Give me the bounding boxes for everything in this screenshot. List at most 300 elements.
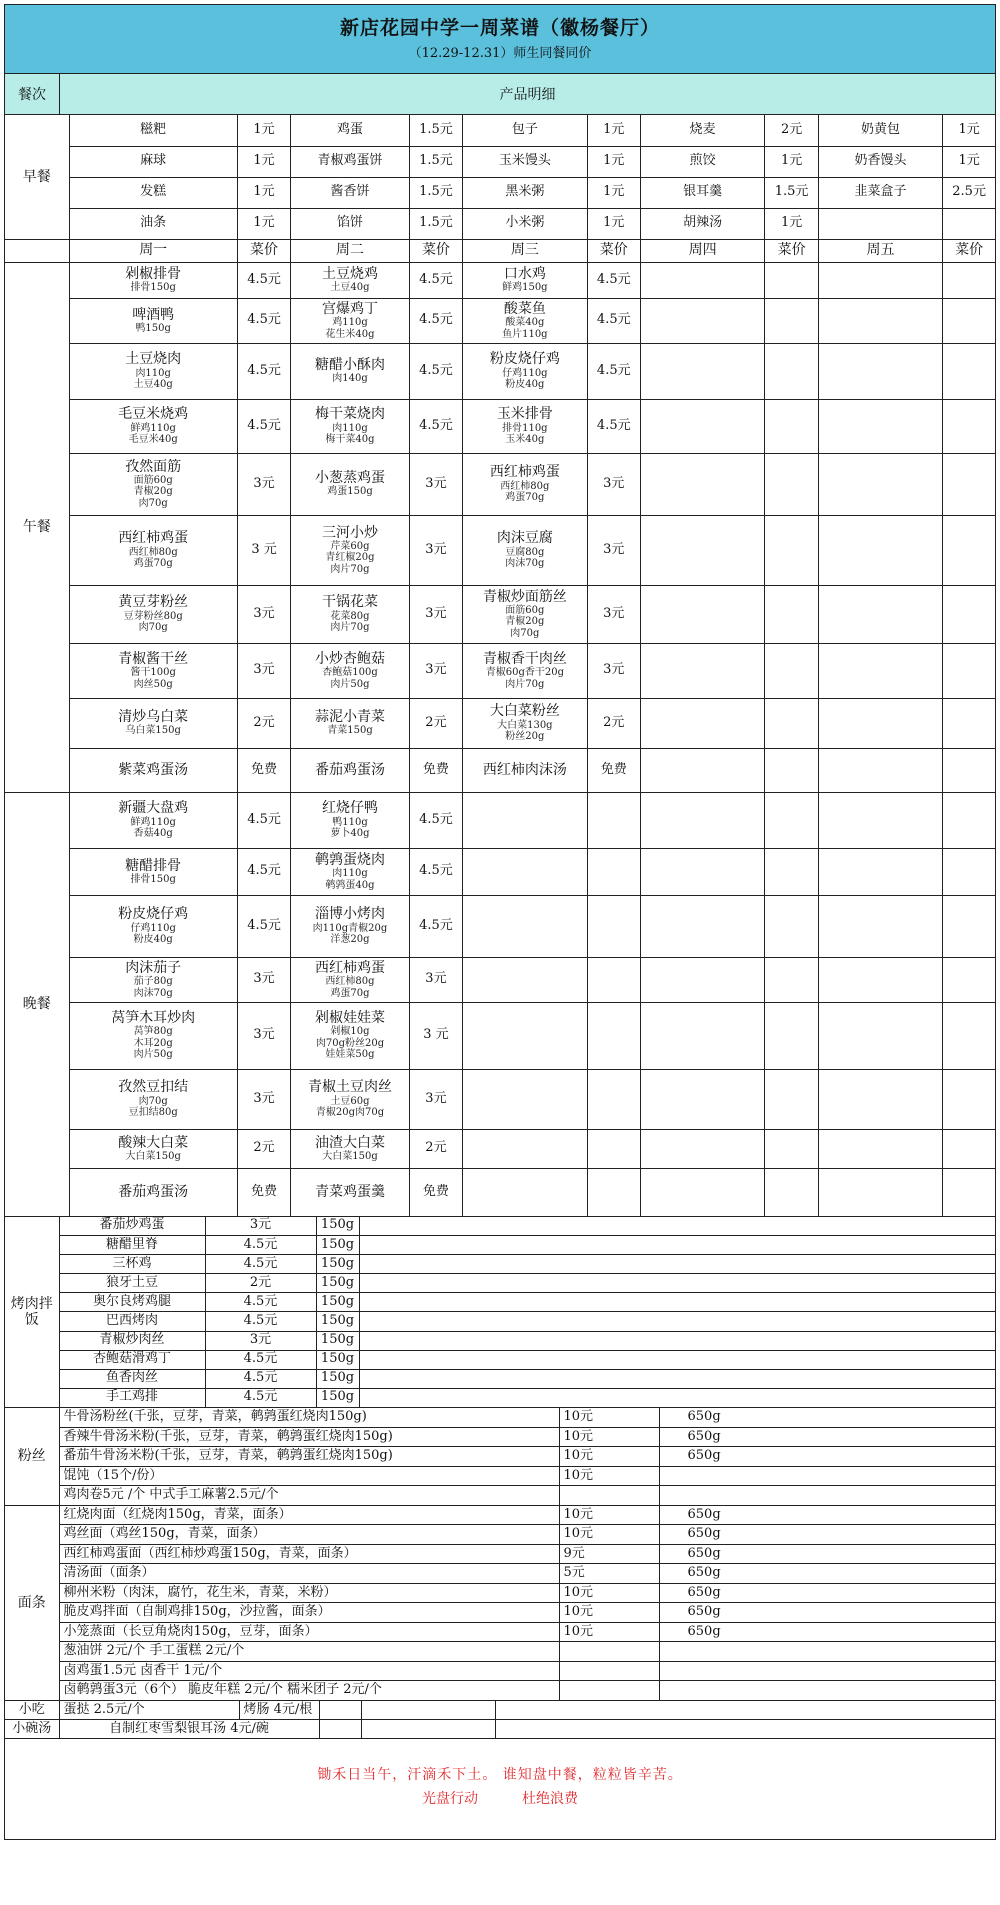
dish-name: 番茄鸡蛋汤 [118, 1183, 189, 1200]
noodle-price: 10元 [559, 1447, 659, 1467]
dish-price: 3元 [237, 1069, 290, 1129]
dish-price: 4.5元 [409, 262, 462, 298]
dish-price: 3元 [237, 453, 290, 515]
dish-cell [291, 453, 410, 515]
dish-ingredient: 莴笋80g [133, 1026, 173, 1038]
dish-name: 三河小炒 [321, 524, 378, 541]
dish-price: 4.5元 [237, 262, 290, 298]
noodle-weight: 650g [659, 1505, 995, 1525]
dish-ingredient: 肉140g [332, 373, 368, 385]
dish-ingredient: 肉片50g [330, 678, 370, 690]
dish-name: 西红柿鸡蛋 [314, 959, 385, 976]
noodle-dish: 卤鸡蛋1.5元 卤香干 1元/个 [59, 1661, 559, 1681]
noodle-price: 5元 [559, 1564, 659, 1584]
rice-price: 4.5元 [205, 1388, 316, 1407]
breakfast-item-name: 酱香饼 [291, 177, 410, 208]
slogan-poem: 锄禾日当午，汗滴禾下土。 谁知盘中餐，粒粒皆辛苦。 [317, 1767, 683, 1784]
lunch-row [5, 748, 995, 792]
dish-ingredient: 酸菜40g [505, 317, 545, 329]
breakfast-item-name: 馅饼 [291, 208, 410, 239]
dish-cell [291, 262, 410, 298]
dish-ingredient: 萝卜40g [330, 828, 370, 840]
dish-price: 4.5元 [409, 343, 462, 399]
dish-ingredient: 西红柿80g [325, 976, 375, 988]
dish-price: 免费 [587, 748, 640, 792]
dinner-row [5, 848, 995, 895]
dish-price: 4.5元 [409, 399, 462, 453]
dish-price: 3元 [587, 515, 640, 585]
dish-ingredient: 乌白菜150g [125, 725, 181, 737]
week-header-cell: 周一 [69, 240, 237, 263]
dish-cell [291, 848, 410, 895]
breakfast-row [5, 208, 995, 239]
dish-ingredient: 鸡蛋70g [133, 558, 173, 570]
dish-ingredient: 肉沫70g [133, 987, 173, 999]
dish-ingredient: 豆腐80g [505, 546, 545, 558]
dish-ingredient: 青椒20g肉70g [315, 1107, 385, 1119]
rice-dish: 青椒炒肉丝 [59, 1331, 205, 1350]
dish-ingredient: 香菇40g [133, 828, 173, 840]
dish-ingredient: 鸡110g [332, 317, 368, 329]
dish-cell [69, 399, 237, 453]
dish-ingredient: 豆扣结80g [128, 1107, 178, 1119]
breakfast-item-price: 1元 [587, 115, 640, 146]
dish-price: 3 元 [237, 515, 290, 585]
dish-cell [69, 1002, 237, 1069]
noodles_rice-row [5, 1466, 995, 1486]
dish-ingredient: 鸡蛋70g [505, 492, 545, 504]
dinner-row [5, 1129, 995, 1168]
rice-price: 4.5元 [205, 1236, 316, 1255]
lunch-row [5, 515, 995, 585]
noodle-price [559, 1486, 659, 1506]
rice-weight: 150g [316, 1331, 359, 1350]
noodle-price [559, 1681, 659, 1701]
dish-price: 4.5元 [409, 848, 462, 895]
dish-ingredient: 鲜鸡150g [502, 282, 548, 294]
dish-cell [291, 515, 410, 585]
noodles-label: 面条 [5, 1505, 59, 1700]
dish-cell [463, 343, 587, 399]
breakfast-item-name: 玉米馒头 [463, 146, 587, 177]
dinner-row [5, 1168, 995, 1216]
dish-cell [69, 453, 237, 515]
dish-ingredient: 面筋60g [505, 604, 545, 616]
dinner-row [5, 1069, 995, 1129]
noodle-dish: 卤鹌鹑蛋3元（6个） 脆皮年糕 2元/个 糯米团子 2元/个 [59, 1681, 559, 1701]
week-header-cell: 菜价 [943, 240, 995, 263]
noodle-price: 10元 [559, 1427, 659, 1447]
dish-ingredient: 粉丝20g [505, 731, 545, 743]
breakfast-item-name: 煎饺 [640, 146, 764, 177]
noodle-price: 10元 [559, 1505, 659, 1525]
dish-cell [291, 1129, 410, 1168]
noodles-row [5, 1661, 995, 1681]
dish-cell [69, 1069, 237, 1129]
dish-ingredient: 西红柿80g [500, 480, 550, 492]
dish-ingredient: 肉片70g [330, 563, 370, 575]
dish-ingredient: 土豆40g [330, 282, 370, 294]
breakfast-item-price: 1元 [765, 208, 818, 239]
breakfast-item-name: 银耳羹 [640, 177, 764, 208]
breakfast-item-name: 包子 [463, 115, 587, 146]
rice-dish: 番茄炒鸡蛋 [59, 1217, 205, 1236]
dish-name: 剁椒排骨 [125, 266, 182, 283]
dish-ingredient: 青红椒20g [325, 552, 375, 564]
breakfast-item-price: 1元 [587, 208, 640, 239]
dish-name: 毛豆米烧鸡 [118, 406, 189, 423]
dish-cell [463, 748, 587, 792]
dish-name: 黄豆芽粉丝 [118, 594, 189, 611]
week-header-cell: 周二 [291, 240, 410, 263]
lunch-row [5, 453, 995, 515]
dish-price: 3元 [409, 957, 462, 1002]
rice-price: 4.5元 [205, 1293, 316, 1312]
dish-ingredient: 肉70g粉丝20g [315, 1037, 385, 1049]
dish-ingredient: 肉70g [138, 497, 168, 509]
rice-dish: 巴西烤肉 [59, 1312, 205, 1331]
dish-ingredient: 鸭150g [135, 322, 171, 334]
breakfast-item-price: 1元 [943, 115, 995, 146]
dish-price: 3元 [409, 515, 462, 585]
dish-price: 4.5元 [587, 298, 640, 343]
dish-price: 4.5元 [237, 848, 290, 895]
dish-ingredient: 肉70g [138, 1095, 168, 1107]
breakfast-item-name: 韭菜盒子 [818, 177, 942, 208]
noodles_rice-row [5, 1486, 995, 1506]
breakfast-item-name: 糍粑 [69, 115, 237, 146]
dish-name: 红烧仔鸭 [321, 800, 378, 817]
dish-ingredient: 肉70g [510, 627, 540, 639]
rice-dish: 奥尔良烤鸡腿 [59, 1293, 205, 1312]
noodle-price: 9元 [559, 1544, 659, 1564]
dish-name: 青椒酱干丝 [118, 650, 189, 667]
dish-ingredient: 肉110g [332, 868, 368, 880]
rice-row [5, 1274, 995, 1293]
dish-name: 青菜鸡蛋羹 [314, 1183, 385, 1200]
dish-name: 糖醋排骨 [125, 857, 182, 874]
dish-name: 孜然面筋 [125, 458, 182, 475]
noodle-weight: 650g [659, 1622, 995, 1642]
breakfast-item-price: 1元 [587, 177, 640, 208]
rice-weight: 150g [316, 1236, 359, 1255]
noodle-weight: 650g [659, 1583, 995, 1603]
breakfast-item-name: 油条 [69, 208, 237, 239]
soup-row [5, 1720, 995, 1739]
dish-cell [291, 343, 410, 399]
rice-weight: 150g [316, 1312, 359, 1331]
noodle-weight [659, 1486, 995, 1506]
dinner-row [5, 792, 995, 848]
dish-price: 2元 [587, 698, 640, 748]
dish-cell [463, 515, 587, 585]
noodles-row [5, 1583, 995, 1603]
noodle-price [559, 1642, 659, 1662]
dish-cell [291, 1168, 410, 1216]
noodle-price: 10元 [559, 1525, 659, 1545]
noodle-price: 10元 [559, 1622, 659, 1642]
dish-ingredient: 剁椒10g [330, 1026, 370, 1038]
dish-name: 小炒杏鲍菇 [314, 650, 385, 667]
dish-name: 新疆大盘鸡 [118, 800, 189, 817]
dish-ingredient: 豆芽粉丝80g [123, 610, 183, 622]
breakfast-item-name: 黑米粥 [463, 177, 587, 208]
dish-ingredient: 毛豆米40g [128, 434, 178, 446]
dish-name: 玉米排骨 [496, 406, 553, 423]
rice-price: 2元 [205, 1274, 316, 1293]
dish-price: 3元 [587, 643, 640, 698]
noodle-weight: 650g [659, 1525, 995, 1545]
week-header-cell: 菜价 [237, 240, 290, 263]
snack-item: 烤肠 4元/根 [239, 1701, 319, 1720]
dish-ingredient: 排骨150g [130, 282, 176, 294]
dish-ingredient: 玉米40g [505, 434, 545, 446]
dish-name: 西红柿肉沫汤 [482, 761, 567, 778]
rice-row [5, 1350, 995, 1369]
dish-ingredient: 鹌鹑蛋40g [325, 879, 375, 891]
breakfast-item-price: 1元 [237, 115, 290, 146]
lunch-label: 午餐 [5, 262, 69, 792]
rice-price: 4.5元 [205, 1255, 316, 1274]
breakfast-item-name [818, 208, 942, 239]
dish-cell [69, 748, 237, 792]
dish-name: 西红柿鸡蛋 [489, 464, 560, 481]
dish-price: 3元 [587, 585, 640, 643]
dish-price: 2元 [237, 1129, 290, 1168]
breakfast-item-price: 2元 [765, 115, 818, 146]
lunch-row [5, 399, 995, 453]
breakfast-table [5, 115, 995, 240]
dish-ingredient: 花生米40g [325, 328, 375, 340]
dish-ingredient: 鱼片110g [502, 328, 548, 340]
noodle-dish: 柳州米粉（肉沫，腐竹，花生米，青菜，米粉） [59, 1583, 559, 1603]
dish-ingredient: 娃娃菜50g [325, 1049, 375, 1061]
dish-name: 酸辣大白菜 [118, 1134, 189, 1151]
dish-cell [69, 262, 237, 298]
week-header-row [5, 240, 995, 263]
dish-cell [69, 792, 237, 848]
rice-dish: 三杯鸡 [59, 1255, 205, 1274]
week-header-cell: 周三 [463, 240, 587, 263]
noodle-tables [5, 1408, 995, 1701]
dish-ingredient: 木耳20g [133, 1037, 173, 1049]
lunch-row [5, 298, 995, 343]
breakfast-row [5, 177, 995, 208]
dish-name: 宫爆鸡丁 [321, 300, 378, 317]
noodles_rice-row [5, 1447, 995, 1467]
noodle-dish: 清汤面（面条） [59, 1564, 559, 1584]
dish-ingredient: 西红柿80g [128, 546, 178, 558]
dish-name: 蒜泥小青菜 [314, 709, 385, 726]
rice-weight: 150g [316, 1274, 359, 1293]
dish-cell [69, 643, 237, 698]
dish-price: 3元 [587, 453, 640, 515]
dish-ingredient: 鸡蛋150g [327, 486, 373, 498]
dish-price: 免费 [237, 748, 290, 792]
breakfast-item-name: 青椒鸡蛋饼 [291, 146, 410, 177]
dish-ingredient: 肉片70g [330, 622, 370, 634]
dish-cell [463, 453, 587, 515]
dish-price: 4.5元 [237, 792, 290, 848]
dish-ingredient: 仔鸡110g [130, 922, 176, 934]
dish-ingredient: 青椒20g [505, 616, 545, 628]
rice-weight: 150g [316, 1255, 359, 1274]
noodle-weight [659, 1661, 995, 1681]
column-header-row [5, 74, 995, 115]
dish-cell [291, 748, 410, 792]
noodle-dish: 牛骨汤粉丝(千张，豆芽，青菜，鹌鹑蛋红烧肉150g) [59, 1408, 559, 1428]
breakfast-row [5, 115, 995, 146]
dish-ingredient: 肉110g青椒20g [312, 922, 388, 934]
dish-cell [69, 698, 237, 748]
noodle-price: 10元 [559, 1603, 659, 1623]
dish-ingredient: 粉皮40g [505, 379, 545, 391]
dish-name: 青椒土豆肉丝 [307, 1079, 392, 1096]
noodle-price [559, 1661, 659, 1681]
noodle-dish: 香辣牛骨汤米粉(千张，豆芽，青菜，鹌鹑蛋红烧肉150g) [59, 1427, 559, 1447]
noodle-weight [659, 1642, 995, 1662]
breakfast-item-name: 奶香馒头 [818, 146, 942, 177]
dish-cell [291, 957, 410, 1002]
rice-price: 3元 [205, 1217, 316, 1236]
dish-cell [69, 343, 237, 399]
noodle-dish: 鸡丝面（鸡丝150g，青菜，面条） [59, 1525, 559, 1545]
week-header-cell: 菜价 [587, 240, 640, 263]
dish-price: 4.5元 [237, 399, 290, 453]
week-menu-table [5, 240, 995, 1217]
noodle-weight [659, 1681, 995, 1701]
dish-ingredient: 梅干菜40g [325, 434, 375, 446]
dish-ingredient: 酱干100g [130, 667, 176, 679]
breakfast-item-price: 1.5元 [409, 177, 462, 208]
dish-cell [291, 1002, 410, 1069]
dish-price: 3元 [409, 453, 462, 515]
rice-row [5, 1293, 995, 1312]
dish-ingredient: 土豆60g [330, 1095, 370, 1107]
dish-price: 4.5元 [409, 792, 462, 848]
lunch-row [5, 585, 995, 643]
breakfast-item-name: 鸡蛋 [291, 115, 410, 146]
dish-ingredient: 肉片50g [133, 1049, 173, 1061]
noodles-row [5, 1544, 995, 1564]
breakfast-item-price: 1.5元 [765, 177, 818, 208]
slogan-motto: 光盘行动 杜绝浪费 [422, 1791, 578, 1808]
dish-price: 2元 [409, 1129, 462, 1168]
dish-price: 4.5元 [587, 343, 640, 399]
dish-ingredient: 肉110g [332, 422, 368, 434]
rice-weight: 150g [316, 1350, 359, 1369]
noodles-row [5, 1681, 995, 1701]
dish-name: 酸菜鱼 [503, 300, 546, 317]
dish-ingredient: 肉沫70g [505, 558, 545, 570]
dish-name: 粉皮烧仔鸡 [118, 906, 189, 923]
dinner-row [5, 957, 995, 1002]
noodles_rice-row [5, 1427, 995, 1447]
dish-ingredient: 青椒60g香干20g [485, 667, 564, 679]
noodles-row [5, 1603, 995, 1623]
dish-name: 土豆烧肉 [125, 351, 182, 368]
soup-item: 自制红枣雪梨银耳汤 4元/碗 [59, 1720, 319, 1739]
dish-name: 小葱蒸鸡蛋 [314, 470, 385, 487]
noodle-price: 10元 [559, 1466, 659, 1486]
dish-ingredient: 大白菜150g [125, 1150, 181, 1162]
dish-name: 青椒香干肉丝 [482, 650, 567, 667]
dish-name: 孜然豆扣结 [118, 1079, 189, 1096]
noodles-row [5, 1564, 995, 1584]
dish-price: 免费 [409, 1168, 462, 1216]
dish-name: 淄博小烤肉 [314, 906, 385, 923]
dish-ingredient: 杏鲍菇100g [322, 667, 378, 679]
rice-dish: 糖醋里脊 [59, 1236, 205, 1255]
breakfast-item-price: 1元 [765, 146, 818, 177]
snack-item: 蛋挞 2.5元/个 [59, 1701, 239, 1720]
noodle-dish: 红烧肉面（红烧肉150g，青菜，面条） [59, 1505, 559, 1525]
rice-weight: 150g [316, 1369, 359, 1388]
noodles-row [5, 1622, 995, 1642]
week-header-cell: 菜价 [765, 240, 818, 263]
dish-price: 2元 [409, 698, 462, 748]
breakfast-item-name: 胡辣汤 [640, 208, 764, 239]
dish-price: 3元 [237, 1002, 290, 1069]
noodle-dish: 番茄牛骨汤米粉(千张，豆芽，青菜，鹌鹑蛋红烧肉150g) [59, 1447, 559, 1467]
breakfast-item-name: 麻球 [69, 146, 237, 177]
page-title: 新店花园中学一周菜谱（徽杨餐厅） [339, 17, 660, 39]
rice-row [5, 1331, 995, 1350]
dish-ingredient: 粉皮40g [133, 934, 173, 946]
noodle-weight: 650g [659, 1408, 995, 1428]
noodle-price: 10元 [559, 1583, 659, 1603]
dish-cell [291, 698, 410, 748]
dinner-label: 晚餐 [5, 792, 69, 1216]
rice-row [5, 1312, 995, 1331]
rice-row [5, 1217, 995, 1236]
rice-label: 烤肉拌饭 [5, 1217, 59, 1408]
dish-name: 油渣大白菜 [314, 1134, 385, 1151]
noodle-weight: 650g [659, 1603, 995, 1623]
dish-name: 番茄鸡蛋汤 [314, 761, 385, 778]
dish-name: 糖醋小酥肉 [314, 357, 385, 374]
noodles_rice-row [5, 1408, 995, 1428]
dish-cell [463, 643, 587, 698]
dish-ingredient: 青菜150g [327, 725, 373, 737]
dish-name: 大白菜粉丝 [489, 703, 560, 720]
dish-ingredient: 芹菜60g [330, 540, 370, 552]
breakfast-item-price: 1.5元 [409, 146, 462, 177]
dish-name: 剁椒娃娃菜 [314, 1010, 385, 1027]
dish-cell [291, 1069, 410, 1129]
dish-cell [463, 585, 587, 643]
breakfast-item-price: 1元 [943, 146, 995, 177]
dish-ingredient: 肉110g [135, 367, 171, 379]
dish-price: 2元 [237, 698, 290, 748]
dish-cell [69, 1168, 237, 1216]
rice-price: 4.5元 [205, 1312, 316, 1331]
breakfast-item-name: 小米粥 [463, 208, 587, 239]
breakfast-label: 早餐 [5, 115, 69, 239]
rice-row [5, 1255, 995, 1274]
dish-ingredient: 茄子80g [133, 976, 173, 988]
noodles_rice-label: 粉丝 [5, 1408, 59, 1506]
dish-cell [69, 1129, 237, 1168]
dish-ingredient: 面筋60g [133, 474, 173, 486]
rice-price: 4.5元 [205, 1369, 316, 1388]
breakfast-item-price [943, 208, 995, 239]
dish-cell [463, 399, 587, 453]
dish-price: 4.5元 [409, 298, 462, 343]
dish-cell [69, 515, 237, 585]
dish-name: 西红柿鸡蛋 [118, 530, 189, 547]
noodle-weight: 650g [659, 1447, 995, 1467]
